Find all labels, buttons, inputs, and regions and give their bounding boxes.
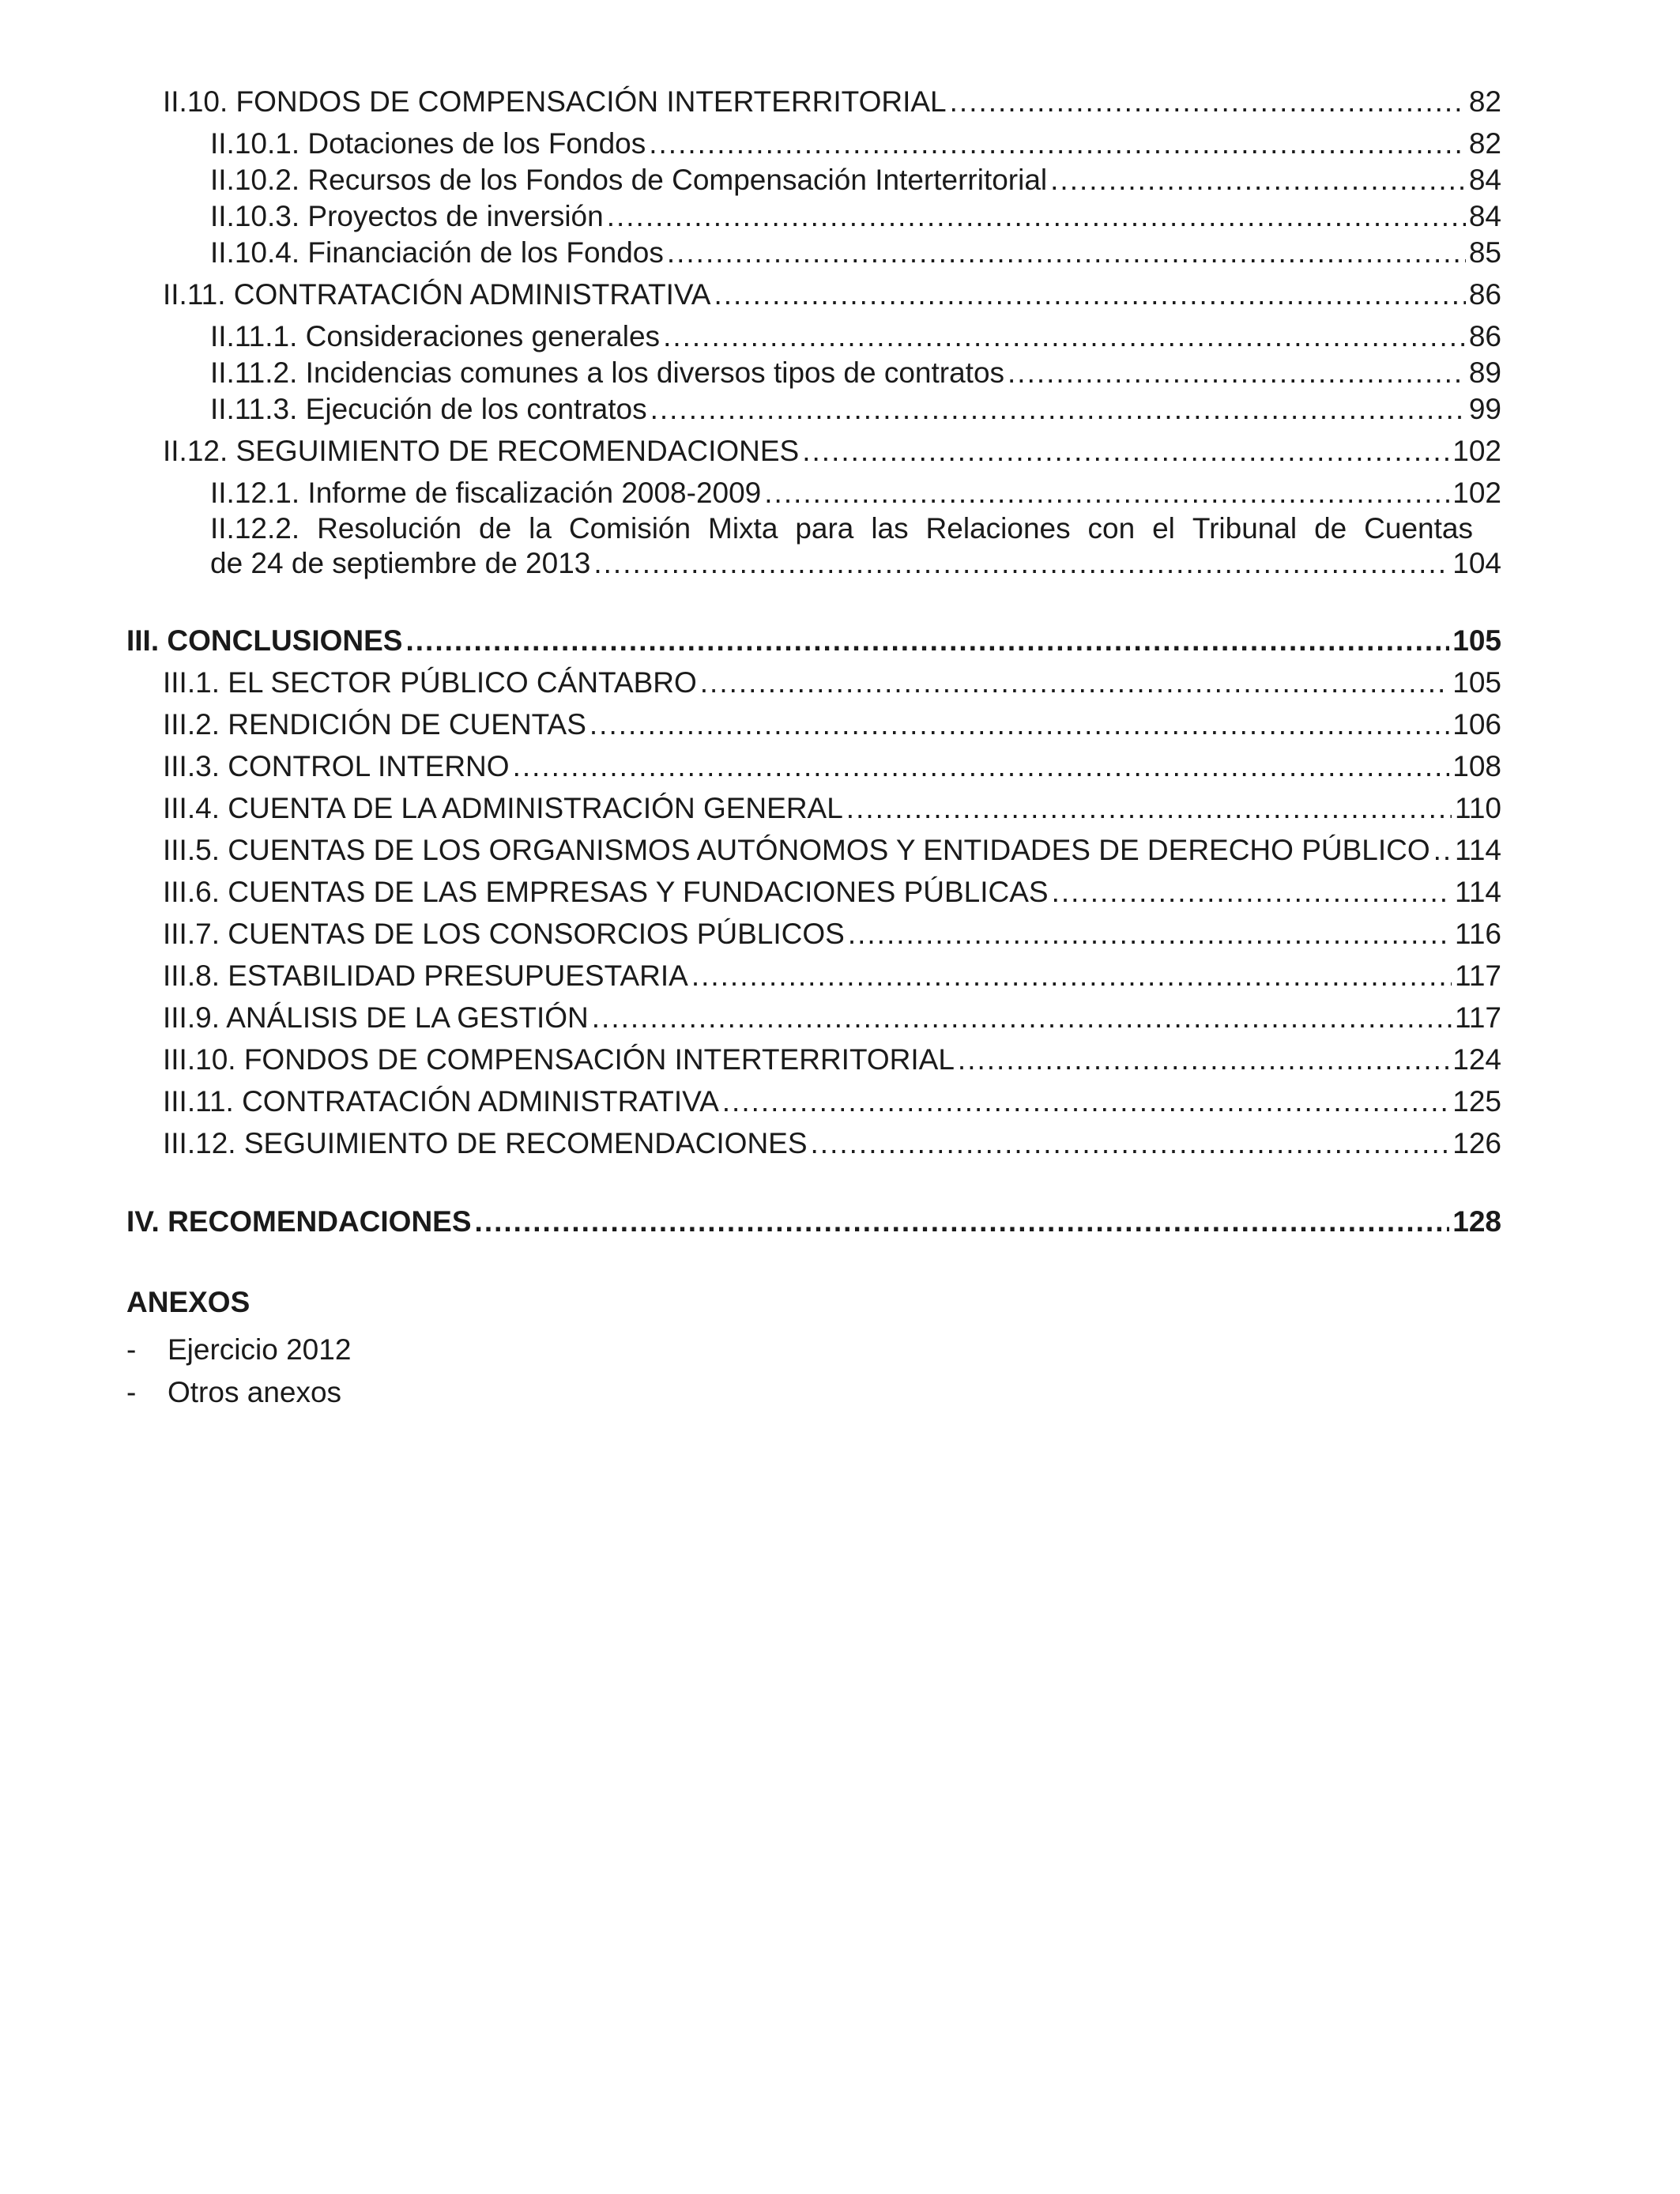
toc-word: con [1087,512,1136,545]
dot-leader [405,623,1449,659]
toc-entry-III-3[interactable] [163,748,1501,785]
dot-leader [590,707,1449,743]
toc-entry-II-12[interactable] [163,433,1501,469]
toc-page-number: 82 [1468,127,1501,160]
toc-entry-title: II.11.1. Consideraciones generales [210,320,661,352]
toc-page-number: 108 [1452,750,1501,782]
toc-entry-III-11[interactable] [163,1084,1501,1120]
list-bullet: - [126,1376,137,1408]
toc-entry-II-11-3[interactable] [210,391,1501,428]
dot-leader [811,1125,1450,1162]
list-item[interactable] [126,1329,1501,1371]
dot-leader [475,1204,1450,1240]
toc-entry-title: II.11.3. Ejecución de los contratos [210,393,647,425]
toc-entry-II-11-2[interactable] [210,355,1501,391]
toc-word: Resolución [317,512,462,545]
dot-leader [1008,355,1466,391]
dot-leader [700,665,1450,701]
toc-entry-title: III.3. CONTROL INTERNO [163,750,510,782]
toc-entry-III[interactable] [126,623,1501,659]
toc-page-number: 116 [1455,918,1501,950]
annexes-list [126,1329,1501,1414]
toc-entry-title: III.4. CUENTA DE LA ADMINISTRACIÓN GENERAL [163,792,843,824]
dot-leader [691,958,1452,994]
toc-entry-III-4[interactable] [163,790,1501,827]
dot-leader [714,277,1465,313]
toc-entry-II-10-1[interactable] [210,126,1501,162]
toc-page-number: 117 [1455,959,1501,992]
toc-page-number: 99 [1468,393,1501,425]
dot-leader [663,319,1466,355]
toc-entry-II-12-2[interactable] [210,511,1501,581]
toc-page-number: 126 [1452,1127,1501,1159]
toc-page-number: 86 [1468,278,1501,311]
toc-entry-title: III.6. CUENTAS DE LAS EMPRESAS Y FUNDACIONES PÚBLICAS [163,876,1049,908]
dot-leader [950,84,1466,120]
toc-word: de [479,512,512,545]
toc-entry-title: III.7. CUENTAS DE LOS CONSORCIOS PÚBLICOS [163,918,845,950]
toc-entry-title: III.11. CONTRATACIÓN ADMINISTRATIVA [163,1085,719,1118]
toc-word: la [529,512,552,545]
toc-entry-II-10-2[interactable] [210,162,1501,198]
toc-entry-II-10[interactable] [163,84,1501,120]
list-item[interactable] [126,1371,1501,1414]
toc-page-number: 89 [1468,356,1501,389]
toc-word: las [871,512,909,545]
toc-word: Comisión [568,512,691,545]
toc-word: para [795,512,854,545]
dot-leader [650,391,1466,428]
table-of-contents [126,84,1501,1414]
toc-entry-IV[interactable] [126,1204,1501,1240]
toc-entry-title: III.8. ESTABILIDAD PRESUPUESTARIA [163,959,688,992]
toc-entry-II-12-1[interactable] [210,475,1501,511]
toc-entry-title-line2 [210,546,1501,581]
toc-entry-title: III.5. CUENTAS DE LOS ORGANISMOS AUTÓNOMOS Y ENTIDADES DE DERECHO PÚBLICO [163,834,1430,866]
dot-leader [1050,162,1466,198]
toc-page-number: 84 [1468,200,1501,232]
toc-entry-title: de 24 de septiembre de 2013 [210,547,591,579]
toc-entry-III-7[interactable] [163,916,1501,952]
toc-entry-title: III.12. SEGUIMIENTO DE RECOMENDACIONES [163,1127,808,1159]
dot-leader [607,198,1466,235]
toc-word: Mixta [708,512,778,545]
toc-word: Tribunal [1192,512,1298,545]
dot-leader [848,916,1452,952]
toc-entry-title: III.10. FONDOS DE COMPENSACIÓN INTERTERRITORIAL [163,1043,955,1076]
list-bullet: - [126,1333,137,1366]
dot-leader [722,1084,1450,1120]
toc-page-number: 125 [1452,1085,1501,1118]
toc-page-number: 105 [1452,624,1501,657]
toc-entry-III-10[interactable] [163,1042,1501,1078]
toc-page-number: 114 [1455,876,1501,908]
toc-entry-title: II.10.3. Proyectos de inversión [210,200,604,232]
annexes-heading: ANEXOS [126,1286,250,1318]
toc-entry-title: II.11. CONTRATACIÓN ADMINISTRATIVA [163,278,711,311]
toc-entry-title: III.1. EL SECTOR PÚBLICO CÁNTABRO [163,666,697,699]
annex-label: Ejercicio 2012 [168,1333,352,1366]
toc-entry-title: III.2. RENDICIÓN DE CUENTAS [163,708,586,741]
toc-entry-title-line1 [210,511,1501,546]
toc-page-number: 106 [1452,708,1501,741]
toc-word: el [1152,512,1175,545]
toc-entry-title: II.10.4. Financiación de los Fondos [210,236,664,269]
toc-page-number: 117 [1455,1001,1501,1034]
toc-page-number: 84 [1468,164,1501,196]
dot-leader [593,546,1449,581]
toc-word: Relaciones [925,512,1071,545]
dot-leader [592,1000,1452,1036]
toc-entry-title: II.12.1. Informe de fiscalización 2008-2009 [210,477,762,509]
toc-entry-title: II.11.2. Incidencias comunes a los diversos tipos de contratos [210,356,1005,389]
dot-leader [649,126,1466,162]
toc-entry-III-8[interactable] [163,958,1501,994]
dot-leader [1052,874,1452,910]
toc-entry-title: II.10. FONDOS DE COMPENSACIÓN INTERTERRITORIAL [163,85,947,118]
toc-entry-III-2[interactable] [163,707,1501,743]
toc-entry-III-5[interactable] [163,832,1501,869]
toc-entry-title: III. CONCLUSIONES [126,624,403,657]
toc-entry-II-10-4[interactable] [210,235,1501,271]
toc-entry-title: II.12. SEGUIMIENTO DE RECOMENDACIONES [163,435,800,467]
toc-page-number: 102 [1452,477,1501,509]
toc-entry-III-6[interactable] [163,874,1501,910]
toc-page-number: 86 [1468,320,1501,352]
toc-word: Cuentas [1364,512,1473,545]
dot-leader [667,235,1466,271]
dot-leader [764,475,1449,511]
toc-page-number: 104 [1452,547,1501,579]
toc-page-number: 114 [1455,834,1501,866]
dot-leader [1433,832,1452,869]
toc-word: de [1314,512,1347,545]
toc-entry-III-9[interactable] [163,1000,1501,1036]
toc-entry-title: II.10.2. Recursos de los Fondos de Compensación Interterritorial [210,164,1048,196]
dot-leader [513,748,1450,785]
toc-entry-title: III.9. ANÁLISIS DE LA GESTIÓN [163,1001,589,1034]
toc-page-number: 124 [1452,1043,1501,1076]
annex-label: Otros anexos [168,1376,342,1408]
toc-page-number: 105 [1452,666,1501,699]
toc-entry-III-1[interactable] [163,665,1501,701]
toc-page-number: 82 [1468,85,1501,118]
toc-page-number: 102 [1452,435,1501,467]
toc-entry-III-12[interactable] [163,1125,1501,1162]
toc-entry-II-10-3[interactable] [210,198,1501,235]
toc-word: II.12.2. [210,512,300,545]
dot-leader [846,790,1452,827]
toc-page-number: 128 [1452,1205,1501,1238]
toc-entry-II-11-1[interactable] [210,319,1501,355]
toc-entry-title: II.10.1. Dotaciones de los Fondos [210,127,646,160]
toc-entry-title: IV. RECOMENDACIONES [126,1205,472,1238]
dot-leader [802,433,1449,469]
dot-leader [958,1042,1449,1078]
toc-page-number: 85 [1468,236,1501,269]
toc-page-number: 110 [1455,792,1501,824]
toc-entry-II-11[interactable] [163,277,1501,313]
